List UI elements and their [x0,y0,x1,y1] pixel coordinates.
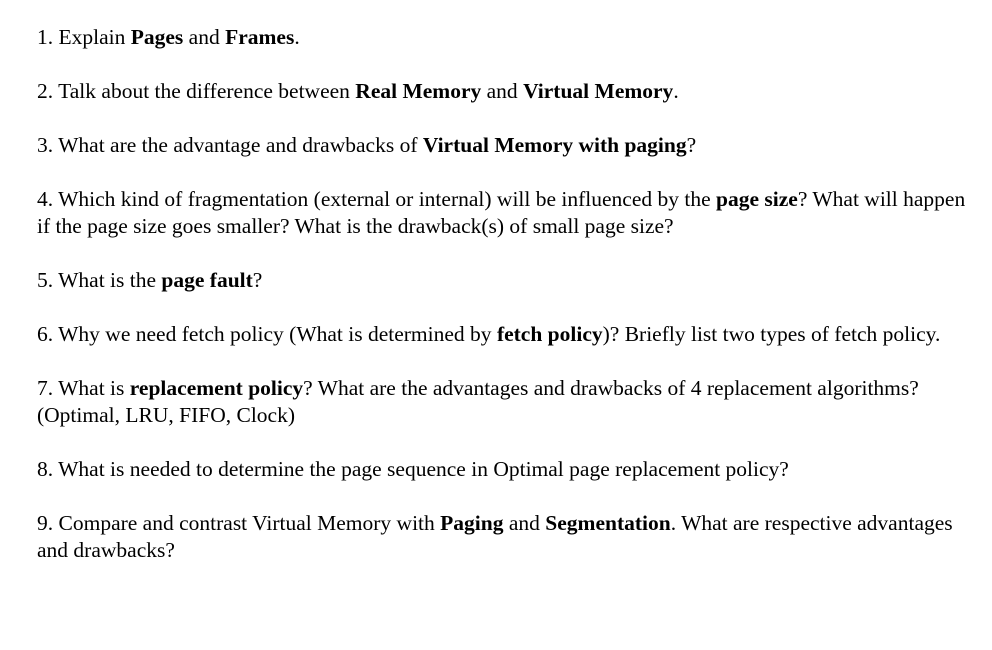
question-text: What is [58,376,130,400]
question-emphasis: Virtual Memory [523,79,674,103]
question-emphasis: Segmentation [545,511,671,535]
question-emphasis: Real Memory [355,79,482,103]
question-item-2 [37,78,967,105]
question-text: . What are respective advantages and drawbacks? [37,511,953,562]
question-number: 8. [37,457,54,481]
question-text: What is the [58,268,162,292]
question-item-8 [37,456,967,483]
question-number: 4. [37,187,54,211]
question-text: ? [686,133,697,157]
question-emphasis: Virtual Memory with paging [422,133,687,157]
question-text: Explain [58,25,131,49]
question-number: 7. [37,376,54,400]
question-number: 3. [37,133,54,157]
question-emphasis: Frames [225,25,295,49]
question-text: and [481,79,524,103]
question-emphasis: Pages [130,25,184,49]
question-text: ? [252,268,263,292]
question-item-9 [37,510,967,564]
question-emphasis: replacement policy [129,376,304,400]
question-item-5 [37,267,967,294]
question-text: ? What will happen if the page size goes smaller? What is the drawback(s) of small page size? [37,187,966,238]
question-item-4 [37,186,967,240]
question-item-7 [37,375,967,429]
question-text: What is needed to determine the page sequence in Optimal page replacement policy? [58,457,789,481]
question-text: What are the advantage and drawbacks of [58,133,423,157]
question-emphasis: page size [716,187,798,211]
question-text: and [503,511,546,535]
question-number: 9. [37,511,54,535]
question-emphasis: Paging [440,511,504,535]
question-number: 6. [37,322,54,346]
question-number: 5. [37,268,54,292]
question-text: ? What are the advantages and drawbacks of 4 replacement algorithms? (Optimal, LRU, FIFO, Clock) [37,376,919,427]
question-text: Which kind of fragmentation (external or internal) will be influenced by the [58,187,717,211]
question-text: . [294,25,300,49]
question-text: Compare and contrast Virtual Memory with [58,511,441,535]
question-text: Talk about the difference between [58,79,356,103]
question-text: and [183,25,226,49]
question-emphasis: page fault [161,268,253,292]
question-emphasis: fetch policy [496,322,603,346]
question-item-1 [37,24,967,51]
question-number: 1. [37,25,54,49]
question-number: 2. [37,79,54,103]
question-text: . [673,79,679,103]
question-item-3 [37,132,967,159]
question-text: )? Briefly list two types of fetch policy. [602,322,941,346]
question-text: Why we need fetch policy (What is determined by [58,322,497,346]
question-item-6 [37,321,967,348]
question-document [37,24,967,591]
